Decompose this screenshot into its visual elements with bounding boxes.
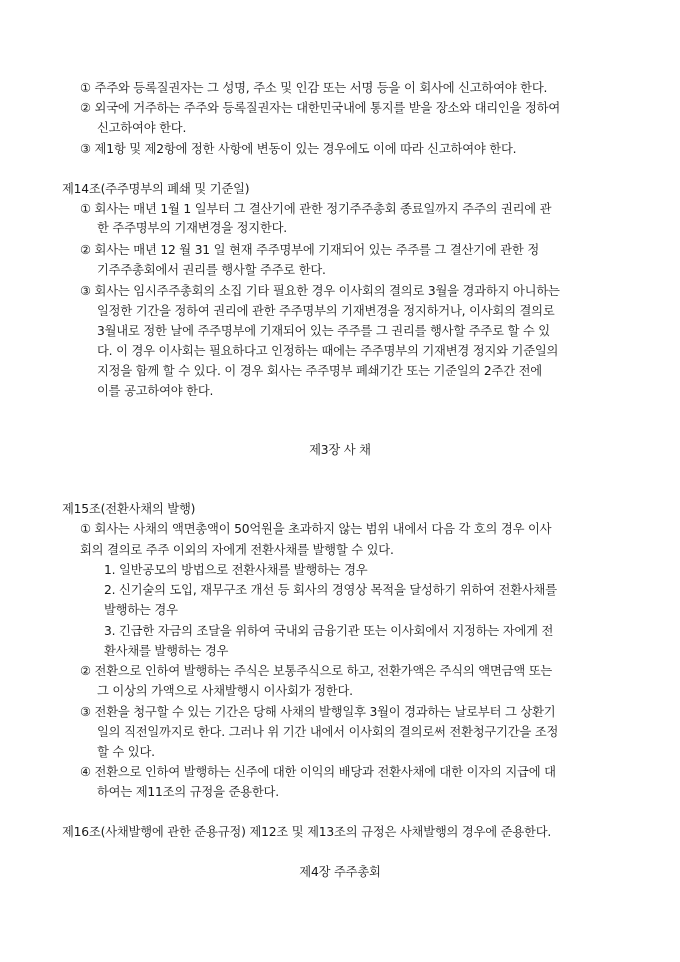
art15-item3-line2: 환사채를 발행하는 경우 [104,644,229,658]
art15-para4-line1: ④ 전환으로 인하여 발행하는 신주에 대한 이익의 배당과 전환사채에 대한 이자의 지급에 대 [80,765,556,779]
art13-para2-line1: ② 외국에 거주하는 주주와 등록질권자는 대한민국내에 통지를 받을 장소와 대리인을 정하여 [80,101,561,115]
art14-para2-line2: 기주주총회에서 권리를 행사할 주주로 한다. [97,263,326,277]
art14-para3-line3: 3월내로 정한 날에 주주명부에 기재되어 있는 주주를 그 권리를 행사할 주주로 할 수 있 [97,324,550,338]
art14-para3-line6: 이를 공고하여야 한다. [97,384,214,398]
art15-item2-line1: 2. 신기술의 도입, 재무구조 개선 등 회사의 경영상 목적을 달성하기 위하여 전환사채를 [104,583,557,597]
art14-para1-line2: 한 주주명부의 기재변경을 정지한다. [97,221,288,235]
art15-item3-line1: 3. 긴급한 자금의 조달을 위하여 국내외 금융기관 또는 이사회에서 지정하는 자에게 전 [104,624,554,638]
art15-item1: 1. 일반공모의 방법으로 전환사채를 발행하는 경우 [104,563,368,577]
art15-para4-line2: 하여는 제11조의 규정을 준용한다. [97,785,279,799]
art13-para1: ① 주주와 등록질권자는 그 성명, 주소 및 인감 또는 서명 등을 이 회사에 신고하여야 한다. [80,81,548,95]
art15-para3-line2: 일의 직전일까지로 한다. 그러나 위 기간 내에서 이사회의 결의로써 전환청구기간을 조정 [97,725,559,739]
chapter3-title: 제3장 사 채 [309,443,371,457]
art16-text: 제16조(사채발행에 관한 준용규정) 제12조 및 제13조의 규정은 사채발행의 경우에 준용한다. [62,825,552,839]
art15-para3-line3: 할 수 있다. [97,745,155,759]
art15-para2-line2: 그 이상의 가액으로 사채발행시 이사회가 정한다. [97,684,353,698]
art14-para3-line5: 지정을 함께 할 수 있다. 이 경우 회사는 주주명부 폐쇄기간 또는 기준일의 2주간 전에 [97,364,542,378]
chapter4-title: 제4장 주주총회 [299,865,381,879]
art13-para3: ③ 제1항 및 제2항에 정한 사항에 변동이 있는 경우에도 이에 따라 신고하여야 한다. [80,142,517,156]
art14-para3-line1: ③ 회사는 임시주주총회의 소집 기타 필요한 경우 이사회의 결의로 3월을 경과하지 아니하는 [80,284,560,298]
art15-para3-line1: ③ 전환을 청구할 수 있는 기간은 당해 사채의 발행일후 3월이 경과하는 날로부터 그 상환기 [80,705,556,719]
art15-para1-line1: ① 회사는 사채의 액면총액이 50억원을 초과하지 않는 범위 내에서 다음 각 호의 경우 이사 [80,522,552,536]
art15-item2-line2: 발행하는 경우 [104,603,178,617]
art14-heading: 제14조(주주명부의 폐쇄 및 기준일) [62,182,250,196]
art15-para2-line1: ② 전환으로 인하여 발행하는 주식은 보통주식으로 하고, 전환가액은 주식의 액면금액 또는 [80,664,553,678]
art15-para1-line2: 회의 결의로 주주 이외의 자에게 전환사채를 발행할 수 있다. [80,543,394,557]
art14-para3-line4: 다. 이 경우 이사회는 필요하다고 인정하는 때에는 주주명부의 기재변경 정지와 기준일의 [97,344,559,358]
art14-para1-line1: ① 회사는 매년 1월 1 일부터 그 결산기에 관한 정기주주총회 종료일까지 주주의 권리에 관 [80,202,552,216]
art13-para2-line2: 신고하여야 한다. [97,121,187,135]
art15-heading: 제15조(전환사채의 발행) [62,502,196,516]
art14-para3-line2: 일정한 기간을 정하여 권리에 관한 주주명부의 기재변경을 정지하거나, 이사회의 결의로 [97,304,555,318]
art14-para2-line1: ② 회사는 매년 12 월 31 일 현재 주주명부에 기재되어 있는 주주를 그 결산기에 관한 정 [80,243,539,257]
